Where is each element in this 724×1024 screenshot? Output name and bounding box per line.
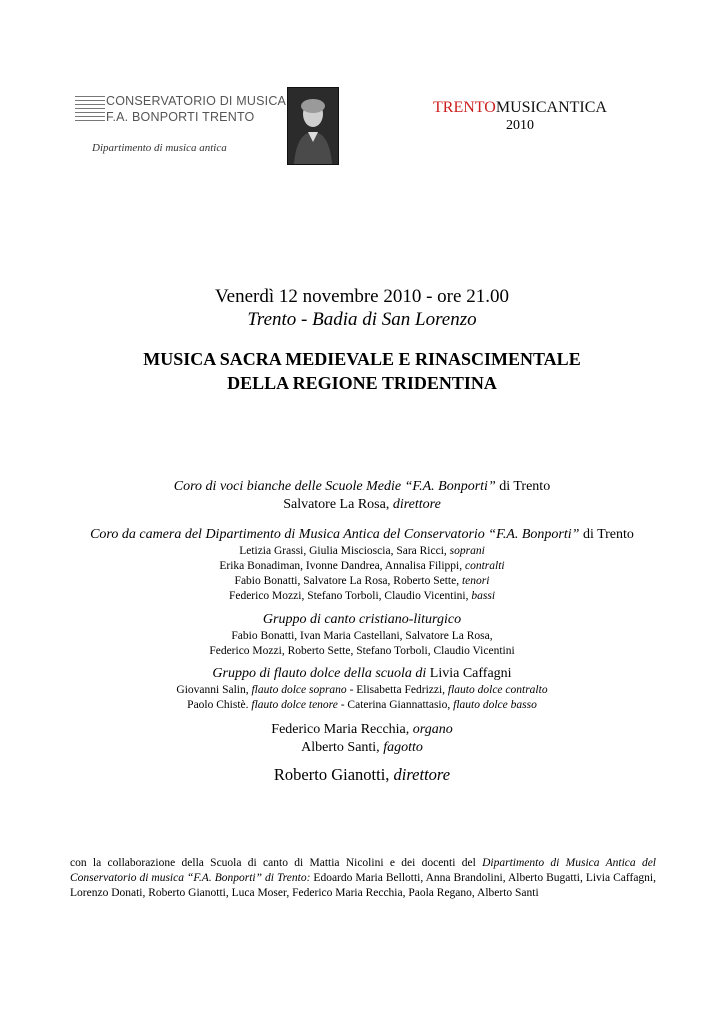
gruppo-flauto-title: [0, 666, 724, 682]
coro-camera-name: Coro da camera del Dipartimento di Musica Antica del Conservatorio “F.A. Bonporti”: [90, 527, 580, 542]
soloist-organo: [0, 722, 724, 738]
performer-name: Giovanni Salin,: [176, 684, 252, 696]
festival-name-red: TRENTO: [433, 99, 496, 116]
main-director: [0, 765, 724, 785]
performer-role: flauto dolce tenore: [251, 699, 338, 711]
coro-voci-bianche-title: [0, 479, 724, 495]
director-role: direttore: [392, 497, 441, 512]
dipartimento-subtitle: Dipartimento di musica antica: [92, 142, 227, 154]
gruppo-flauto-teacher: Livia Caffagni: [426, 666, 512, 681]
performer-role: flauto dolce soprano: [251, 684, 347, 696]
gruppo-flauto-line2: [0, 699, 724, 711]
section-names: Fabio Bonatti, Salvatore La Rosa, Roberto Sette,: [234, 575, 462, 587]
section-names: Federico Mozzi, Stefano Torboli, Claudio Vicentini,: [228, 590, 472, 602]
coro-camera-city: di Trento: [579, 527, 634, 542]
event-location: Trento - Badia di San Lorenzo: [247, 309, 477, 330]
coro-camera-contralti: [0, 560, 724, 572]
gruppo-flauto-name: Gruppo di flauto dolce della scuola di: [212, 666, 427, 681]
director-name: Salvatore La Rosa,: [283, 497, 393, 512]
performer-role: flauto dolce contralto: [447, 684, 548, 696]
performer-name: Paolo Chistè.: [187, 699, 252, 711]
event-title-line1: MUSICA SACRA MEDIEVALE E RINASCIMENTALE: [143, 349, 581, 369]
event-date-time: Venerdì 12 novembre 2010 - ore 21.00: [215, 286, 509, 307]
collaboration-department: Dipartimento di Musica Antica del Conservatorio di musica “F.A. Bonporti” di Trento:: [70, 857, 656, 884]
event-title-line2: DELLA REGIONE TRIDENTINA: [227, 373, 497, 393]
section-role: contralti: [464, 560, 505, 572]
section-names: Erika Bonadiman, Ivonne Dandrea, Annalisa Filippi,: [219, 560, 465, 572]
coro-camera-tenori: [0, 575, 724, 587]
soloist-role: fagotto: [383, 740, 423, 755]
performer-name: - Elisabetta Fedrizzi,: [346, 684, 448, 696]
composer-portrait: [287, 87, 339, 165]
coro-voci-bianche-city: di Trento: [495, 479, 551, 494]
festival-year: 2010: [506, 118, 534, 133]
section-names: Letizia Grassi, Giulia Miscioscia, Sara Ricci,: [239, 545, 450, 557]
main-director-name: Roberto Gianotti,: [273, 765, 394, 784]
collaboration-teachers: Edoardo Maria Bellotti, Anna Brandolini, Alberto Bugatti, Livia Caffagni, Lorenzo Donati, Roberto Gianotti, Luca Moser, Federico Maria Recchia, Paola Regano, Alberto Santi: [70, 872, 657, 899]
conservatorio-name-line2: F.A. BONPORTI TRENTO: [106, 110, 255, 124]
gruppo-canto-members-1: Fabio Bonatti, Ivan Maria Castellani, Salvatore La Rosa,: [231, 630, 493, 642]
section-role: tenori: [461, 575, 490, 587]
conservatorio-name-line1: CONSERVATORIO DI MUSICA: [106, 94, 287, 108]
gruppo-flauto-line1: [0, 684, 724, 696]
festival-logo: [420, 99, 620, 117]
gruppo-canto-members-2: Federico Mozzi, Roberto Sette, Stefano Torboli, Claudio Vicentini: [209, 645, 515, 657]
soloist-name: Federico Maria Recchia,: [271, 722, 413, 737]
conservatorio-logo-mark: [75, 96, 105, 124]
soloist-fagotto: [0, 740, 724, 756]
section-role: soprani: [449, 545, 485, 557]
soloist-role: organo: [412, 722, 453, 737]
coro-voci-bianche-name: Coro di voci bianche delle Scuole Medie “F.A. Bonporti”: [173, 479, 496, 494]
performer-role: flauto dolce basso: [453, 699, 537, 711]
performer-name: - Caterina Giannattasio,: [337, 699, 454, 711]
section-role: bassi: [471, 590, 496, 602]
collaboration-note: [70, 856, 656, 901]
festival-name-black: MUSICANTICA: [495, 99, 607, 116]
coro-camera-soprani: [0, 545, 724, 557]
coro-voci-bianche-director: [0, 497, 724, 513]
coro-camera-title: [0, 527, 724, 543]
coro-camera-bassi: [0, 590, 724, 602]
main-director-role: direttore: [393, 765, 451, 784]
soloist-name: Alberto Santi,: [301, 740, 384, 755]
gruppo-canto-title: Gruppo di canto cristiano-liturgico: [262, 612, 462, 627]
collaboration-intro: con la collaborazione della Scuola di canto di Mattia Nicolini e dei docenti del: [70, 857, 483, 869]
